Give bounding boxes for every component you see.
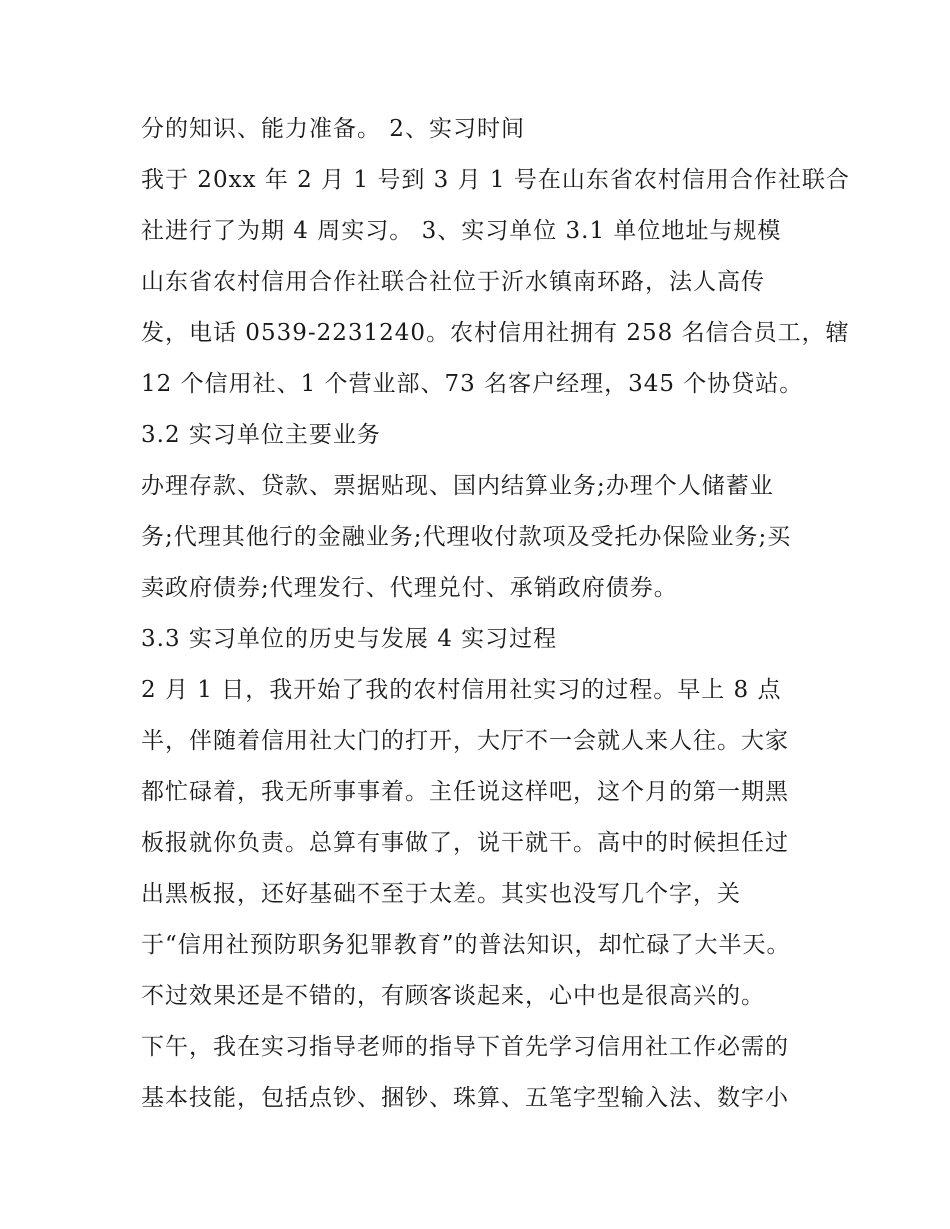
text-line-1: 分的知识、能力准备。 2、实习时间 <box>141 116 525 142</box>
section-heading-3-3: 3.3 实习单位的历史与发展 4 实习过程 <box>141 626 558 652</box>
text-line-2: 我于 20xx 年 2 月 1 号到 3 月 1 号在山东省农村信用合作社联合 <box>141 167 850 193</box>
text-line-17: 于“信用社预防职务犯罪教育”的普法知识，却忙碌了大半天。 <box>141 932 791 958</box>
text-line-19: 下午，我在实习指导老师的指导下首先学习信用社工作必需的 <box>141 1034 789 1060</box>
text-line-5: 发，电话 0539-2231240。农村信用社拥有 258 名信合员工，辖 <box>141 320 850 346</box>
text-line-20: 基本技能，包括点钞、捆钞、珠算、五笔字型输入法、数字小 <box>141 1085 789 1111</box>
text-line-14: 都忙碌着，我无所事事着。主任说这样吧，这个月的第一期黑 <box>141 779 789 805</box>
text-line-6: 12 个信用社、1 个营业部、73 名客户经理，345 个协贷站。 <box>141 371 804 397</box>
text-line-8: 办理存款、贷款、票据贴现、国内结算业务;办理个人储蓄业 <box>141 473 774 499</box>
text-line-12: 2 月 1 日，我开始了我的农村信用社实习的过程。早上 8 点 <box>141 677 782 703</box>
text-line-4: 山东省农村信用合作社联合社位于沂水镇南环路，法人高传 <box>141 269 765 295</box>
text-line-9: 务;代理其他行的金融业务;代理收付款项及受托办保险业务;买 <box>141 524 792 550</box>
text-line-18: 不过效果还是不错的，有顾客谈起来，心中也是很高兴的。 <box>141 983 765 1009</box>
text-line-15: 板报就你负责。总算有事做了，说干就干。高中的时候担任过 <box>141 830 789 856</box>
text-line-3: 社进行了为期 4 周实习。 3、实习单位 3.1 单位地址与规模 <box>141 218 782 244</box>
text-line-16: 出黑板报，还好基础不至于太差。其实也没写几个字，关 <box>141 881 741 907</box>
section-heading-3-2: 3.2 实习单位主要业务 <box>141 422 381 448</box>
text-line-13: 半，伴随着信用社大门的打开，大厅不一会就人来人往。大家 <box>141 728 789 754</box>
text-line-10: 卖政府债券;代理发行、代理兑付、承销政府债券。 <box>141 575 678 601</box>
